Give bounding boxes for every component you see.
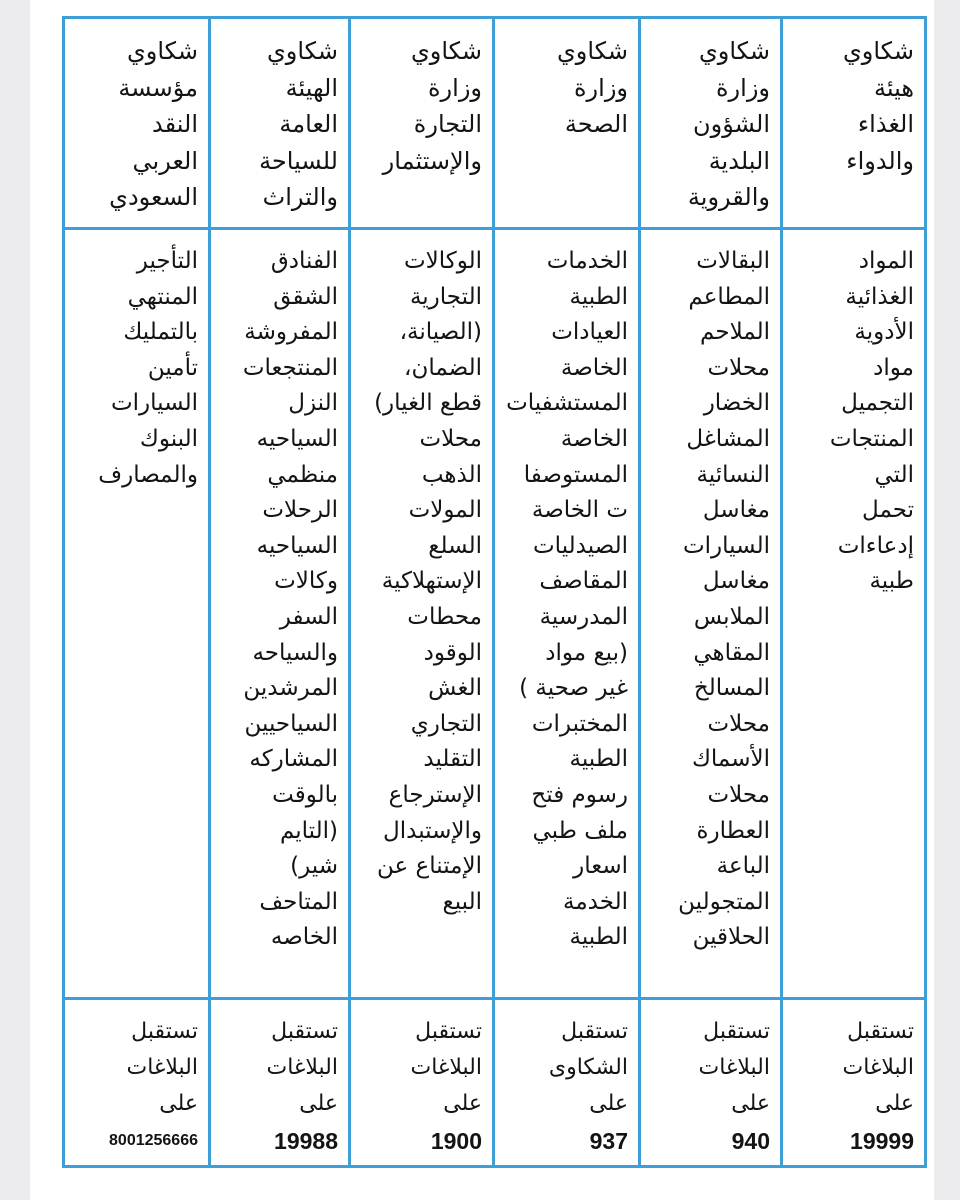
topic-line: الحلاقين [692, 924, 770, 951]
topic-line: السيارات [110, 390, 198, 417]
topic-line: البيع [442, 888, 482, 915]
topic-line: قطع الغيار) [374, 390, 482, 417]
topic-line: الضمان، [404, 354, 482, 381]
complaints-table [62, 16, 927, 1168]
topic-line: التجارية [409, 283, 482, 310]
complaint-topics-cell [210, 229, 350, 999]
topic-line: الخدمات [546, 248, 628, 274]
hotline-cell [210, 999, 350, 1167]
topic-line: وكالات [274, 568, 338, 595]
topic-line: محلات [707, 354, 770, 381]
agency-name-line: للسياحة [259, 146, 338, 175]
topic-line: المشاركه [249, 746, 338, 773]
topic-line: السياحيه [256, 532, 338, 559]
topic-line: الطبية [569, 283, 628, 310]
receive-text-line: الشكاوى [548, 1055, 628, 1080]
receive-text-line: تستقبل [415, 1019, 482, 1044]
topic-line: العيادات [551, 319, 628, 346]
topic-line: الأدوية [854, 319, 914, 346]
hotline-number: 19988 [274, 1128, 338, 1154]
topic-line: الطبية [569, 924, 628, 951]
topic-line: المنتجعات [242, 354, 338, 381]
topic-line: السلع [428, 532, 482, 559]
topic-line: الأسماك [691, 746, 770, 773]
topic-line: تحمل [862, 497, 914, 524]
hotline-number: 1900 [430, 1128, 482, 1154]
topic-line: غير صحية ) [519, 675, 628, 702]
hotline-cell [64, 999, 210, 1167]
topic-line: المولات [408, 497, 482, 524]
complaint-topics-cell [494, 229, 640, 999]
receive-text-line: تستقبل [561, 1019, 628, 1044]
topic-line: المطاعم [688, 283, 770, 310]
topic-line: الفنادق [270, 248, 338, 274]
agency-name-line: البلدية [708, 146, 770, 175]
agency-name-line: الصحة [564, 110, 628, 138]
topic-line: الوقود [423, 639, 482, 666]
agency-name-line: والتراث [262, 183, 338, 211]
agency-name-line: والدواء [846, 146, 914, 175]
topic-line: المقاصف [539, 568, 628, 595]
topic-line: الملابس [693, 603, 770, 630]
topic-line: المختبرات [531, 710, 628, 737]
topic-line: الإمتناع عن [377, 853, 482, 880]
topic-line: التجاري [410, 710, 482, 737]
topic-line: المستوصفا [523, 461, 628, 488]
topic-line: ت الخاصة [531, 497, 628, 524]
hotline-number: 940 [731, 1128, 770, 1154]
agency-name-line: والإستثمار [382, 146, 482, 175]
hotline-number: 19999 [850, 1128, 914, 1154]
topic-line: الخاصه [270, 924, 338, 951]
topic-line: محلات [419, 425, 482, 452]
topic-line: الخاصة [560, 425, 628, 452]
topic-line: بالوقت [272, 781, 338, 808]
topic-line: المنتجات [829, 425, 914, 452]
receive-text-line: البلاغات [266, 1055, 338, 1080]
topic-line: المتاحف [259, 888, 338, 915]
topic-line: الغذائية [845, 283, 914, 310]
receive-text-line: البلاغات [410, 1055, 482, 1080]
agency-name-line: شكاوي [556, 37, 628, 65]
agency-name-line: السعودي [109, 183, 198, 211]
topic-line: المفروشة [244, 319, 338, 346]
receive-text-line: تستقبل [131, 1019, 198, 1044]
receive-text-line: البلاغات [126, 1055, 198, 1080]
agency-header-cell [64, 18, 210, 229]
topic-line: السيارات [682, 532, 770, 559]
topic-line: السياحيه [256, 425, 338, 452]
topic-line: الرحلات [262, 497, 338, 524]
topic-line: المتجولين [678, 888, 770, 915]
topic-line: الوكالات [403, 248, 482, 274]
topic-line: المواد [858, 248, 914, 274]
topic-line: مغاسل [702, 568, 770, 595]
topic-line: التجميل [841, 390, 914, 417]
topic-line: الذهب [421, 461, 482, 488]
topic-line: مواد [873, 354, 914, 381]
agency-name-line: العامة [279, 110, 338, 138]
topic-line: التي [874, 461, 914, 488]
topic-line: (التايم [279, 817, 338, 844]
header-row [64, 18, 926, 229]
agency-name-line: الغذاء [857, 110, 914, 138]
agency-name-line: مؤسسة [118, 73, 198, 102]
topic-line: اسعار [573, 853, 628, 880]
topic-line: الصيدليات [533, 532, 628, 559]
topic-line: السياحيين [244, 710, 338, 737]
agency-name-line: وزارة [715, 73, 770, 102]
receive-text-line: على [299, 1091, 338, 1116]
topic-line: الغش [428, 675, 482, 702]
topic-line: (بيع مواد [545, 639, 628, 666]
receive-text-line: البلاغات [698, 1055, 770, 1080]
topic-line: (الصيانة، [399, 319, 482, 346]
topic-line: الشقق [273, 283, 338, 310]
agency-name-line: وزارة [427, 73, 482, 102]
receive-row [64, 999, 926, 1167]
topic-line: رسوم فتح [531, 781, 628, 808]
hotline-number: 8001256666 [109, 1132, 198, 1149]
agency-header-cell [494, 18, 640, 229]
agency-name-line: العربي [132, 146, 198, 175]
agency-name-line: شكاوي [266, 37, 338, 65]
complaint-topics-cell [640, 229, 782, 999]
topic-line: المرشدين [243, 675, 338, 702]
topic-line: التقليد [423, 746, 482, 773]
topic-line: محلات [707, 710, 770, 737]
topic-line: العطارة [696, 817, 770, 844]
topic-line: الإسترجاع [388, 781, 482, 808]
agency-name-line: هيئة [873, 73, 914, 102]
topic-line: الباعة [716, 853, 770, 880]
agency-name-line: شكاوي [842, 37, 914, 65]
complaint-topics-cell [64, 229, 210, 999]
hotline-cell [494, 999, 640, 1167]
topic-line: الخدمة [563, 888, 628, 915]
receive-text-line: على [875, 1091, 914, 1116]
topic-line: المشاغل [686, 425, 770, 452]
agency-header-cell [350, 18, 494, 229]
topic-line: البنوك [139, 425, 198, 452]
agency-name-line: شكاوي [698, 37, 770, 65]
items-row [64, 229, 926, 999]
topic-line: التأجير [136, 248, 198, 274]
topic-line: النزل [288, 390, 338, 417]
agency-name-line: والقروية [687, 183, 770, 211]
topic-line: مغاسل [702, 497, 770, 524]
agency-name-line: شكاوي [126, 37, 198, 65]
topic-line: المدرسية [539, 603, 628, 630]
receive-text-line: تستقبل [703, 1019, 770, 1044]
topic-line: والسياحه [252, 639, 338, 666]
topic-line: محطات [407, 603, 482, 630]
topic-line: البقالات [696, 248, 770, 274]
topic-line: والمصارف [98, 461, 198, 488]
complaint-topics-cell [782, 229, 926, 999]
topic-line: إدعاءات [837, 532, 914, 559]
receive-text-line: البلاغات [842, 1055, 914, 1080]
topic-line: بالتمليك [123, 319, 198, 346]
agency-header-cell [640, 18, 782, 229]
topic-line: طبية [869, 568, 914, 595]
topic-line: المسالخ [693, 675, 770, 702]
hotline-cell [350, 999, 494, 1167]
topic-line: الملاحم [700, 319, 770, 346]
receive-text-line: تستقبل [847, 1019, 914, 1044]
topic-line: منظمي [267, 461, 338, 488]
hotline-cell [640, 999, 782, 1167]
topic-line: تأمين [147, 354, 198, 381]
agency-name-line: شكاوي [410, 37, 482, 65]
agency-name-line: التجارة [413, 110, 482, 138]
agency-name-line: الهيئة [285, 73, 338, 102]
agency-header-cell [782, 18, 926, 229]
topic-line: السفر [279, 603, 338, 630]
complaint-topics-cell [350, 229, 494, 999]
receive-text-line: على [589, 1091, 628, 1116]
topic-line: المستشفيات [506, 390, 628, 417]
agency-name-line: الشؤون [692, 110, 770, 138]
agency-header-cell [210, 18, 350, 229]
topic-line: محلات [707, 781, 770, 808]
receive-text-line: على [443, 1091, 482, 1116]
topic-line: الخاصة [560, 354, 628, 381]
topic-line: النسائية [696, 461, 770, 488]
receive-text-line: على [731, 1091, 770, 1116]
receive-text-line: تستقبل [271, 1019, 338, 1044]
topic-line: المقاهي [693, 639, 770, 666]
hotline-cell [782, 999, 926, 1167]
topic-line: والإستبدال [383, 817, 482, 844]
topic-line: الطبية [569, 746, 628, 773]
hotline-number: 937 [589, 1128, 628, 1154]
topic-line: الإستهلاكية [381, 568, 482, 595]
agency-name-line: النقد [152, 110, 198, 138]
topic-line: الخضار [703, 390, 770, 417]
topic-line: المنتهي [127, 283, 198, 310]
agency-name-line: وزارة [573, 73, 628, 102]
topic-line: ملف طبي [532, 817, 628, 844]
topic-line: شير) [290, 853, 338, 880]
receive-text-line: على [159, 1091, 198, 1116]
